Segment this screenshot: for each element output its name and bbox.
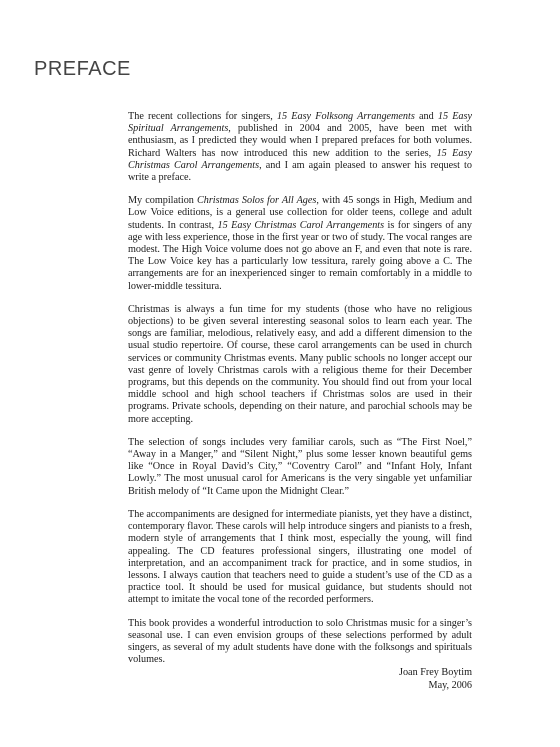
author-name: Joan Frey Boytim <box>398 667 472 678</box>
paragraph-6: This book provides a wonderful introduction to solo Christmas music for a singer’s seasonal use. I can even envision groups of these selections performed by adult singers, as several of my adult students have done with the folksongs and spirituals volumes. <box>128 617 472 666</box>
book-title: Christmas Solos for All Ages <box>196 195 317 207</box>
paragraph-2: My compilation Christmas Solos for All Ages, with 45 songs in High, Medium and Low Voice editions, is a general use collection for older teens, college and adult students. In contrast, 15 Easy Christmas Carol Arrangements is for singers of any age with less experience, those in the first year or two of study. The vocal ranges are modest. The High Voice volume does not go above an F, and even that note is rare. The Low Voice key has a particularly low tessitura, rarely going above a C. The arrangements are for an inexperienced singer to remain comfortably in a middle to lower-middle tessitura. <box>128 195 472 292</box>
page-title: PREFACE <box>34 58 131 80</box>
book-title: 15 Easy Christmas Carol Arrangements <box>128 147 472 171</box>
paragraph-3: Christmas is always a fun time for my students (those who have no religious objections) to be given several interesting seasonal solos to learn each year. The songs are familiar, melodious, relatively easy, and add a different dimension to the usual studio repertoire. Of course, these carol arrangements can be used in church services or community Christmas events. Many public schools no longer accept our vast genre of lovely Christmas carols with a religious theme for their December programs, but this depends on the community. You should find out from your local middle school and high school teachers if Christmas solos are used in their programs. Private schools, depending on their nature, and parochial schools may be more accepting. <box>128 303 472 425</box>
signature-date: May, 2006 <box>428 680 472 691</box>
signature <box>399 666 472 692</box>
book-title: 15 Easy Spiritual Arrangements <box>128 111 473 135</box>
preface-body <box>128 111 472 677</box>
paragraph-5: The accompaniments are designed for intermediate pianists, yet they have a distinct, contemporary flavor. These carols will help introduce singers and pianists to a fresh, modern style of arrangements that I think most, especially the young, will find appealing. The CD features professional singers, illustrating one model of interpretation, and an accompaniment track for practice, and in some studios, in lessons. I always caution that teachers need to guide a student’s use of the CD as a practice tool. It should be used for musical guidance, but students should not attempt to imitate the vocal tone of the recorded performers. <box>128 508 472 606</box>
book-title: 15 Easy Folksong Arrangements <box>276 111 415 122</box>
book-title: 15 Easy Christmas Carol Arrangements <box>217 219 385 231</box>
paragraph-4: The selection of songs includes very familiar carols, such as “The First Noel,” “Away in a Manger,” and “Silent Night,” plus some lesser known beautiful gems like “Once in Royal David’s City,” “Coventry Carol” and “Infant Holy, Infant Lowly.” The most unusual carol for Americans is the very singable yet unfamiliar British melody of “It Came upon the Midnight Clear.” <box>128 436 472 497</box>
paragraph-1: The recent collections for singers, 15 Easy Folksong Arrangements and 15 Easy Spiritual Arrangements, published in 2004 and 2005, have been met with enthusiasm, as I predicted they would when I prepared prefaces for both volumes. Richard Walters has now introduced this new addition to the series, 15 Easy Christmas Carol Arrangements, and I am again pleased to answer his request to write a preface. <box>128 111 473 184</box>
